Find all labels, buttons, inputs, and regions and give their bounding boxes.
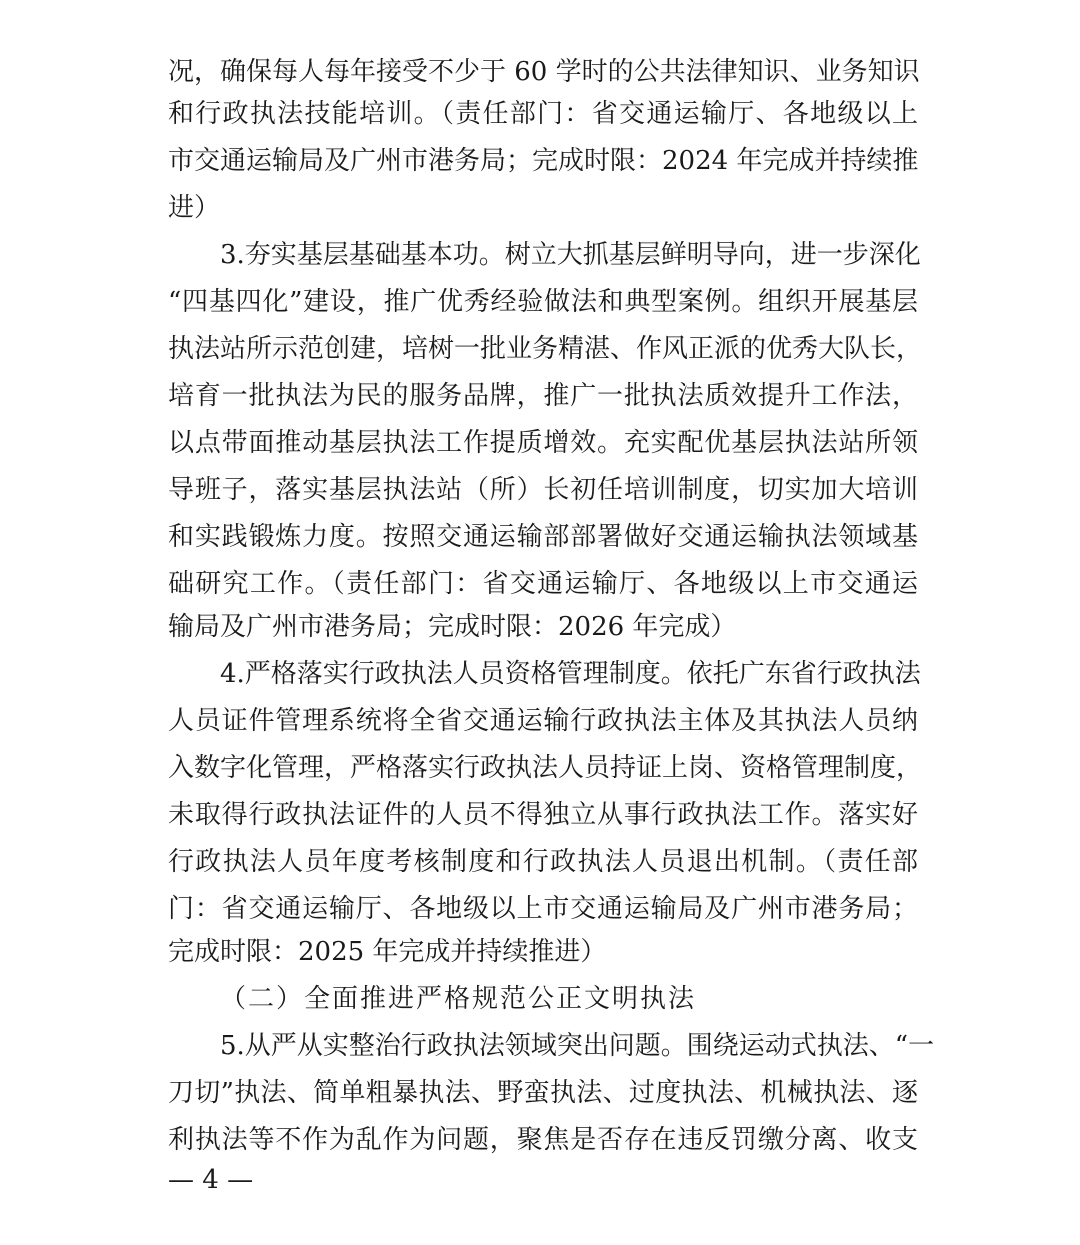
text-line: 以点带面推动基层执法工作提质增效。充实配优基层执法站所领 xyxy=(168,428,918,458)
text-line: 和行政执法技能培训。（责任部门：省交通运输厅、各地级以上 xyxy=(168,99,918,129)
page-number: — 4 — xyxy=(168,1165,254,1195)
text-line: 行政执法人员年度考核制度和行政执法人员退出机制。（责任部 xyxy=(168,847,918,877)
text-line: 进） xyxy=(168,193,221,223)
paragraph-3-first-line: 3.夯实基层基础基本功。树立大抓基层鲜明导向，进一步深化 xyxy=(220,240,921,270)
text-line: 刀切”执法、简单粗暴执法、野蛮执法、过度执法、机械执法、逐 xyxy=(168,1078,918,1108)
text-line: 输局及广州市港务局；完成时限：2026 年完成） xyxy=(168,612,737,642)
text-line: 完成时限：2025 年完成并持续推进） xyxy=(168,937,607,967)
text-line: 利执法等不作为乱作为问题，聚焦是否存在违反罚缴分离、收支 xyxy=(168,1125,918,1155)
text-line: 况，确保每人每年接受不少于 60 学时的公共法律知识、业务知识 xyxy=(168,57,920,87)
section-heading: （二）全面推进严格规范公正文明执法 xyxy=(220,984,697,1014)
text-line: 市交通运输局及广州市港务局；完成时限：2024 年完成并持续推 xyxy=(168,146,919,176)
text-line: 未取得行政执法证件的人员不得独立从事行政执法工作。落实好 xyxy=(168,800,918,830)
text-line: 础研究工作。（责任部门：省交通运输厅、各地级以上市交通运 xyxy=(168,569,918,599)
text-line: “四基四化”建设，推广优秀经验做法和典型案例。组织开展基层 xyxy=(168,287,918,317)
text-line: 人员证件管理系统将全省交通运输行政执法主体及其执法人员纳 xyxy=(168,706,918,736)
text-line: 门：省交通运输厅、各地级以上市交通运输局及广州市港务局； xyxy=(168,894,918,924)
text-line: 执法站所示范创建，培树一批业务精湛、作风正派的优秀大队长， xyxy=(168,334,923,364)
paragraph-5-first-line: 5.从严从实整治行政执法领域突出问题。围绕运动式执法、“一 xyxy=(220,1031,935,1061)
text-line: 入数字化管理，严格落实行政执法人员持证上岗、资格管理制度， xyxy=(168,753,923,783)
paragraph-4-first-line: 4.严格落实行政执法人员资格管理制度。依托广东省行政执法 xyxy=(220,659,921,689)
text-line: 和实践锻炼力度。按照交通运输部部署做好交通运输执法领域基 xyxy=(168,522,918,552)
text-line: 导班子，落实基层执法站（所）长初任培训制度，切实加大培训 xyxy=(168,475,918,505)
text-line: 培育一批执法为民的服务品牌，推广一批执法质效提升工作法， xyxy=(168,381,918,411)
